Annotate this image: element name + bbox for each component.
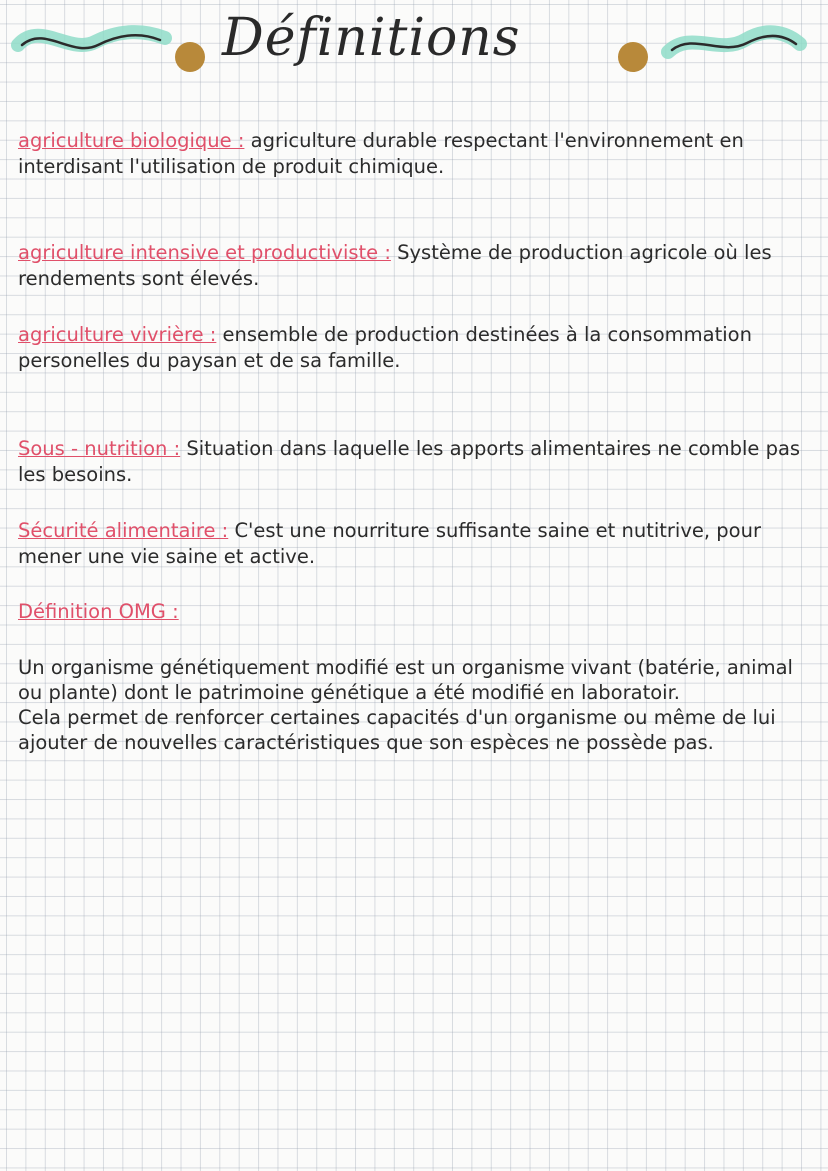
title-row [0, 0, 828, 95]
entry-sous-nutrition [18, 436, 808, 488]
entry-agriculture-intensive [18, 240, 808, 292]
omg-line: Un organisme génétiquement modifié est un organisme vivant (batérie, animal ou plante) dont le patrimoine génétique a été modifié en laboratoir. [18, 656, 793, 704]
omg-definition [18, 655, 808, 755]
entry-definition: ensemble de production destinées à la consommation personelles du paysan et de sa famille. [18, 323, 752, 372]
entry-term: Sous - nutrition : [18, 437, 181, 460]
left-gold-dot [175, 42, 205, 72]
right-teal-swirl [668, 32, 800, 52]
entry-agriculture-vivriere [18, 322, 808, 374]
omg-line: Cela permet de renforcer certaines capacités d'un organisme ou même de lui ajouter de nouvelles caractéristiques que son espèces ne possède pas. [18, 706, 776, 754]
omg-heading: Définition OMG : [18, 600, 179, 623]
entry-term: agriculture intensive et productiviste : [18, 241, 391, 264]
entry-term: agriculture vivrière : [18, 323, 217, 346]
entry-definition: C'est une nourriture suffisante saine et nutitrive, pour mener une vie saine et active. [18, 519, 761, 568]
entry-securite-alimentaire [18, 518, 808, 570]
right-gold-dot [618, 42, 648, 72]
entry-term: agriculture biologique : [18, 129, 245, 152]
entry-definition: Situation dans laquelle les apports alimentaires ne comble pas les besoins. [18, 437, 801, 486]
entry-definition: Système de production agricole où les rendements sont élevés. [18, 241, 772, 290]
page-title: Définitions [222, 8, 521, 68]
entry-term: Sécurité alimentaire : [18, 519, 229, 542]
entry-definition: agriculture durable respectant l'environnement en interdisant l'utilisation de produit chimique. [18, 129, 744, 178]
entry-agriculture-biologique [18, 128, 808, 180]
